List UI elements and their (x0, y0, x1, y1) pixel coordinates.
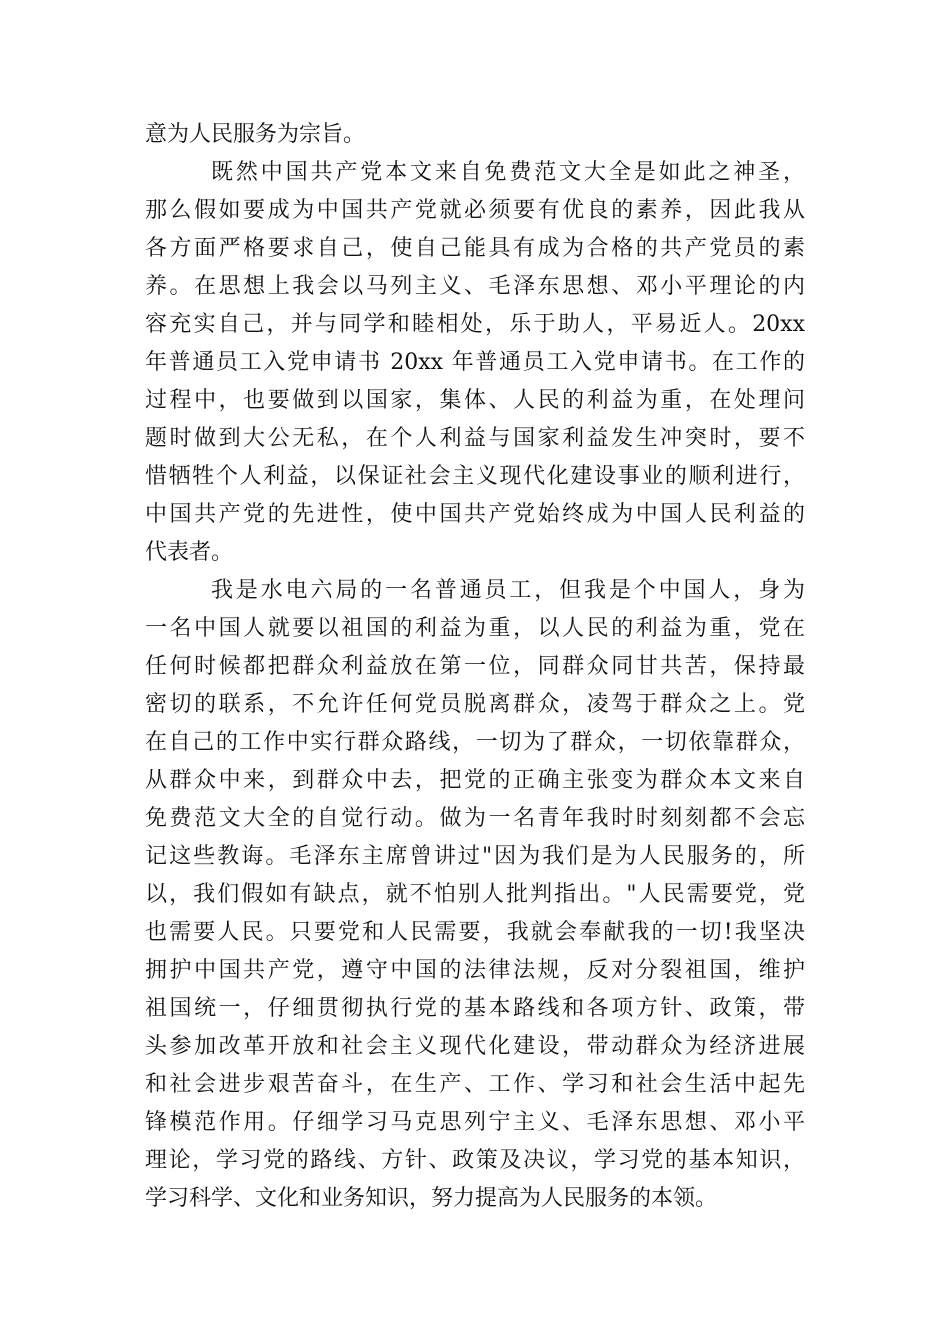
text-line: 各方面严格要求自己，使自己能具有成为合格的共产党员的素 (145, 236, 805, 261)
text-line: 密切的联系，不允许任何党员脱离群众，凌驾于群众之上。党 (145, 692, 805, 717)
paragraph-3 (145, 572, 805, 1218)
paragraph-2 (145, 154, 805, 572)
text-line: 以，我们假如有缺点，就不怕别人批判指出。"人民需要党，党 (145, 882, 805, 907)
text-line: 从群众中来，到群众中去，把党的正确主张变为群众本文来自 (145, 768, 805, 793)
text-line: 养。在思想上我会以马列主义、毛泽东思想、邓小平理论的内 (145, 274, 805, 299)
text-line: 我是水电六局的一名普通员工，但我是个中国人，身为 (211, 578, 805, 603)
text-line: 容充实自己，并与同学和睦相处，乐于助人，平易近人。20xx (145, 312, 805, 337)
text-line: 年普通员工入党申请书 20xx 年普通员工入党申请书。在工作的 (145, 350, 805, 375)
paragraph-1 (145, 116, 805, 154)
text-line: 和社会进步艰苦奋斗，在生产、工作、学习和社会生活中起先 (145, 1072, 805, 1097)
text-line: 任何时候都把群众利益放在第一位，同群众同甘共苦，保持最 (145, 654, 805, 679)
text-line: 一名中国人就要以祖国的利益为重，以人民的利益为重，党在 (145, 616, 805, 641)
text-line: 也需要人民。只要党和人民需要，我就会奉献我的一切!我坚决 (145, 920, 805, 945)
text-line: 代表者。 (145, 540, 234, 565)
text-line: 理论，学习党的路线、方针、政策及决议，学习党的基本知识， (145, 1148, 805, 1173)
text-line: 记这些教诲。毛泽东主席曾讲过"因为我们是为人民服务的，所 (145, 844, 805, 869)
text-line: 头参加改革开放和社会主义现代化建设，带动群众为经济进展 (145, 1034, 805, 1059)
text-line: 在自己的工作中实行群众路线，一切为了群众，一切依靠群众， (145, 730, 805, 755)
text-line: 拥护中国共产党，遵守中国的法律法规，反对分裂祖国，维护 (145, 958, 805, 983)
text-line: 惜牺牲个人利益，以保证社会主义现代化建设事业的顺利进行， (145, 464, 805, 489)
text-line: 学习科学、文化和业务知识，努力提高为人民服务的本领。 (145, 1186, 718, 1211)
text-line: 意为人民服务为宗旨。 (145, 122, 366, 147)
text-line: 锋模范作用。仔细学习马克思列宁主义、毛泽东思想、邓小平 (145, 1110, 805, 1135)
text-line: 那么假如要成为中国共产党就必须要有优良的素养，因此我从 (145, 198, 805, 223)
text-line: 过程中，也要做到以国家，集体、人民的利益为重，在处理问 (145, 388, 805, 413)
text-line: 题时做到大公无私，在个人利益与国家利益发生冲突时，要不 (145, 426, 805, 451)
document-page (145, 116, 805, 1218)
text-line: 祖国统一，仔细贯彻执行党的基本路线和各项方针、政策，带 (145, 996, 805, 1021)
text-line: 免费范文大全的自觉行动。做为一名青年我时时刻刻都不会忘 (145, 806, 805, 831)
text-line: 既然中国共产党本文来自免费范文大全是如此之神圣， (211, 160, 805, 185)
text-line: 中国共产党的先进性，使中国共产党始终成为中国人民利益的 (145, 502, 805, 527)
